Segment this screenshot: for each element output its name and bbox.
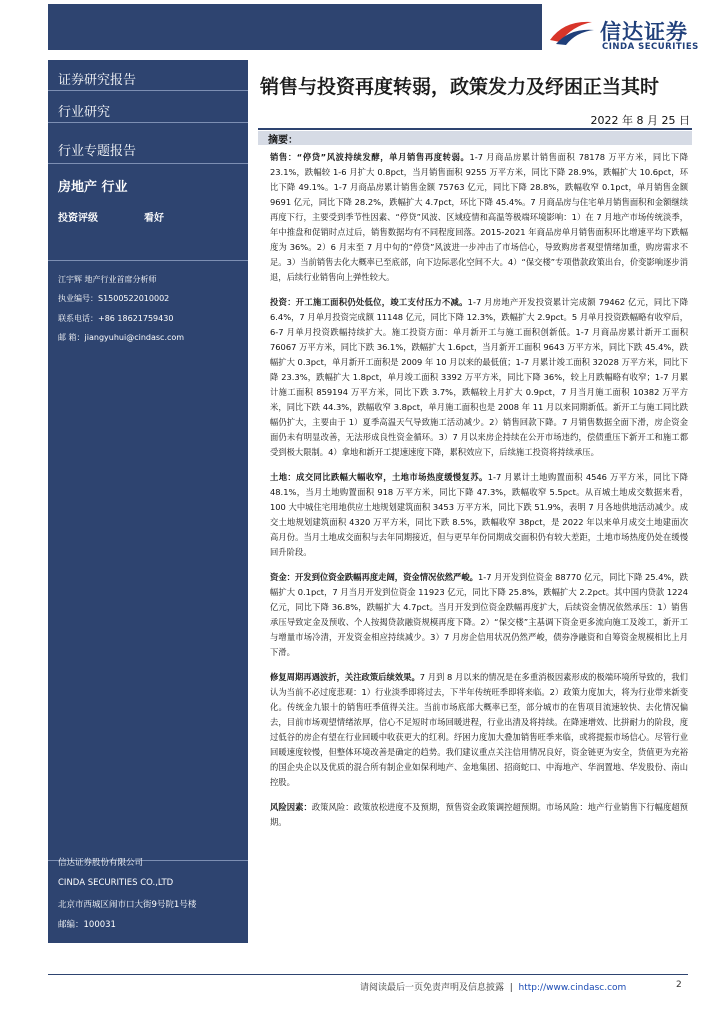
report-date: 2022 年 8 月 25 日 xyxy=(590,114,690,127)
logo-name-cn: 信达证券 xyxy=(600,20,688,44)
sidebar-category xyxy=(48,91,248,123)
paragraph-text: 政策风险：政策放松进度不及预期，预售资金政策调控超预期。市场风险：地产行业销售下行幅度超预期。 xyxy=(270,802,688,827)
paragraph-lead: 销售：“停贷”风波持续发酵，单月销售再度转弱。 xyxy=(270,152,470,162)
footer-url-link[interactable]: http://www.cindasc.com xyxy=(518,983,627,993)
paragraph-outlook xyxy=(270,670,688,790)
rating-label: 投资评级 xyxy=(58,213,98,224)
footer-disclaimer: 请阅读最后一页免责声明及信息披露 xyxy=(360,983,505,993)
sidebar xyxy=(48,60,248,943)
company-address: 北京市西城区闹市口大街9号院1号楼 xyxy=(58,900,197,910)
subtype-label: 行业专题报告 xyxy=(58,144,137,159)
paragraph-lead: 投资：开工施工面积仍处低位，竣工支付压力不减。 xyxy=(270,297,468,307)
analyst-name: 江宇辉 地产行业首席分析师 xyxy=(58,275,157,284)
page-number: 2 xyxy=(676,980,682,990)
footer: 请阅读最后一页免责声明及信息披露 | http://www.cindasc.com xyxy=(360,983,627,993)
company-postcode: 邮编：100031 xyxy=(58,920,116,930)
paragraph-text: 1-7 月开发到位资金 88770 亿元，同比下降 25.4%，跌幅扩大 0.1pct，7 月当月开发到位资金 11923 亿元，同比下降 25.8%，跌幅扩大 2.2pct。其中国内贷款 1224 亿元，同比下降 36.8%，跌幅扩大 4.7pct。当月开发到位资金跌幅再度扩大，后续资金情况依然承压：1）销售承压导致定金及预收、个人按揭贷款融资规模再度下降。2）“保交楼”主基调下资金更多流向施工及竣工，新开工与增量市场冷清，开发资金相应持续减少。3）7 月房企信用状况仍然严峻，债券净融资和自筹资金规模相比上月下滑。 xyxy=(270,572,688,657)
sidebar-report-type xyxy=(48,60,248,91)
title-rule xyxy=(258,128,692,130)
paragraph-lead: 风险因素： xyxy=(270,802,312,812)
footer-rule xyxy=(48,974,688,975)
company-name-cn: 信达证券股份有限公司 xyxy=(58,858,144,868)
sidebar-divider xyxy=(48,260,248,261)
report-type-label: 证券研究报告 xyxy=(58,73,137,88)
cinda-logo-icon xyxy=(548,18,596,46)
category-label: 行业研究 xyxy=(58,105,111,120)
analyst-cert: 执业编号：S1500522010002 xyxy=(58,294,170,303)
header-bar xyxy=(48,4,542,50)
sidebar-subtype xyxy=(48,123,248,164)
paragraph-text: 1-7 月商品房累计销售面积 78178 万平方米，同比下降 23.1%，跌幅较 1-6 月扩大 0.8pct，当月销售面积 9255 万平方米，同比下降 28.9%，跌幅扩大 10.6pct，环比下降 49.1%。1-7 月商品房累计销售金额 75763 亿元，同比下降 28.8%，跌幅收窄 0.1pct，单月销售金额 9691 亿元，同比下降 28.2%，跌幅扩大 4.7pct，环比下降 45.4%。7 月商品房与住宅单月销售面积和金额继续再度下行，主要受到季节性因素、“停贷”风波、区域疫情和高温等极端环境影响：1）在 7 月地产市场传统淡季，年中推盘和促销时点过后，销售数据均有不同程度回落。2015-2021 年商品房单月销售面积环比增速平均下跌幅度为 36%。2）6 月末至 7 月中旬的“停贷”风波进一步冲击了市场信心，导致购房者观望情绪加重，购房需求不足。3）当前销售去化大概率已至底部，向下边际恶化空间不大。4）“保交楼”专项借款政策出台，价变影响逐步消退，后续行业销售向上弹性较大。 xyxy=(270,152,688,282)
paragraph-lead: 资金：开发到位资金跌幅再度走阔，资金情况依然严峻。 xyxy=(270,572,478,582)
paragraph-investment xyxy=(270,295,688,460)
paragraph-text: 7 月到 8 月以来的情况是在多重消极因素形成的极端环境所导致的，我们认为当前不必过度悲观：1）行业淡季即将过去，下半年传统旺季即将来临。2）政策力度加大，将为行业带来新变化。传统金九银十的销售旺季值得关注。当前市场底部大概率已至，部分城市的在售项目流速较快、去化情况偏去，目前市场观望情绪浓厚，信心不足短时市场回暖进程，行业出清及将持续。在降速增效、比拼耐力的阶段，度过低谷的房企有望在行业回暖中收获更大的红利。纾困力度加大叠加销售旺季来临，或将提振市场信心。尽管行业回暖速度较慢，但整体环境改善是确定的趋势。我们建议重点关注信用情况良好，资金链更为安全，货值更为充裕的国企央企以及优质的混合所有制企业如保利地产、金地集团、招商蛇口、中海地产、华润置地、华发股份、南山控股。 xyxy=(270,672,688,787)
analyst-email[interactable]: 邮 箱：jiangyuhui@cindasc.com xyxy=(58,333,185,342)
paragraph-sales xyxy=(270,150,688,285)
paragraph-text: 1-7 月累计土地购置面积 4546 万平方米，同比下降 48.1%，当月土地购置面积 918 万平方米，同比下降 47.3%，跌幅收窄 5.5pct。从百城土地成交数据来看，100 大中城住宅用地供应土地规划建筑面积 3453 万平方米，同比下跌 51.9%，表明 7 月各地供地活动减少。成交土地规划建筑面积 4320 万平方米，同比下跌 8.5%，跌幅收窄 38pct，是 2022 年以来单月成交土地建面次高月份。当月土地成交面积与去年同期接近，但与更早年份同期成交面积仍有较大差距，土地市场热度仍处在缓慢回升阶段。 xyxy=(270,472,688,557)
paragraph-lead: 修复周期再遇波折，关注政策后续效果。 xyxy=(270,672,420,682)
abstract-body xyxy=(270,150,688,840)
paragraph-land xyxy=(270,470,688,560)
paragraph-funding xyxy=(270,570,688,660)
rating-value: 看好 xyxy=(144,213,164,224)
company-name-en: CINDA SECURITIES CO.,LTD xyxy=(58,878,174,888)
sector-label: 房地产 行业 xyxy=(58,180,128,195)
paragraph-risk xyxy=(270,800,688,830)
logo-name-en: CINDA SECURITIES xyxy=(602,42,699,52)
abstract-label: 摘要： xyxy=(268,135,298,146)
paragraph-lead: 土地：成交同比跌幅大幅收窄，土地市场热度缓慢复苏。 xyxy=(270,472,488,482)
analyst-phone: 联系电话：+86 18621759430 xyxy=(58,314,174,323)
paragraph-text: 1-7 月房地产开发投资累计完成额 79462 亿元，同比下降 6.4%，7 月单月投资完成额 11148 亿元，同比下降 12.3%，跌幅扩大 2.9pct。5 月单月投资跌幅略有收窄后，6-7 月单月投资跌幅持续扩大。施工投资方面：单月新开工与施工面积创新低。1-7 月商品房累计新开工面积 76067 万平方米，同比下跌 36.1%，跌幅扩大 1.6pct，当月新开工面积 9643 万平方米，同比下跌 45.4%，跌幅扩大 0.3pct，单月新开工面积是 2009 年 10 月以来的最低值；1-7 月累计竣工面积 32028 万平方米，同比下降 23.3%，跌幅扩大 1.8pct，单月竣工面积 3392 万平方米，同比下降 36%，较上月跌幅略有收窄；1-7 月累计施工面积 859194 万平方米，同比下跌 3.7%，跌幅较上月扩大 0.9pct，7 月当月施工面积 10382 万平方米，同比下跌 44.3%，跌幅收窄 3.8pct，单月施工面积也是 2008 年 11 月以来同期新低。新开工与施工同比跌幅仍扩大，主要由于 1）夏季高温天气导致施工活动减少。2）销售回款下降。7 月销售数据全面下滑，房企资金面仍未有明显改善，无法形成良性资金循环。3）7 月以来房企持续在公开市场违约，偿债重压下新开工和施工都受到极大限制。4）拿地和新开工提速速度下降，累积效应下，后续施工投资将持续承压。 xyxy=(270,297,688,457)
company-logo xyxy=(548,14,708,54)
report-title: 销售与投资再度转弱，政策发力及纾困正当其时 xyxy=(260,76,660,98)
abstract-header xyxy=(258,131,692,145)
